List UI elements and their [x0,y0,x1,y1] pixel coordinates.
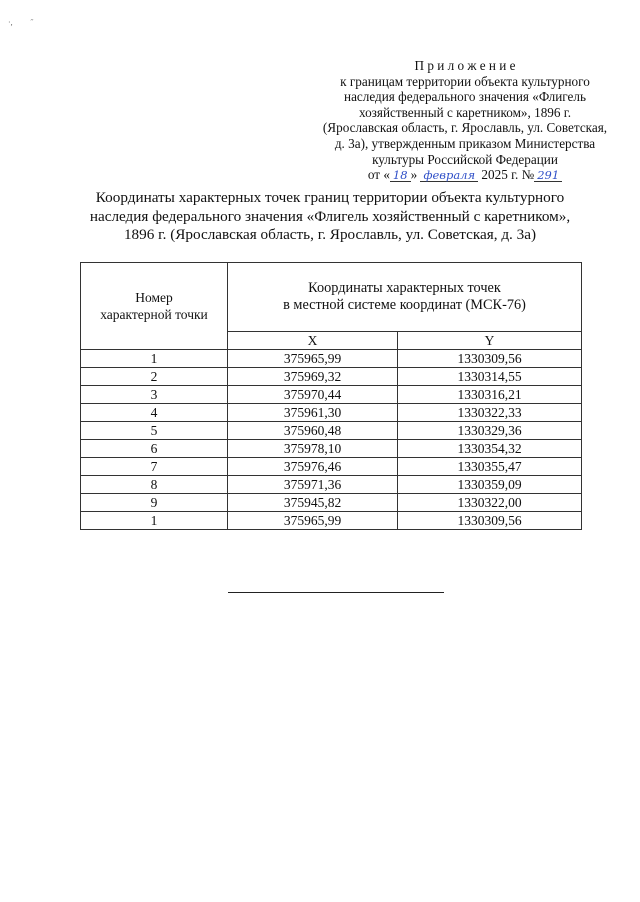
x-value: 375965,99 [228,512,398,530]
order-date-line: от « 18 » февраля 2025 г. № 291 [300,167,630,183]
point-number: 9 [81,494,228,512]
y-value: 1330322,00 [398,494,582,512]
x-value: 375970,44 [228,386,398,404]
table-header-row [81,263,582,332]
table-row [81,404,582,422]
y-value: 1330354,32 [398,440,582,458]
point-number: 1 [81,512,228,530]
header-text: в местной системе координат (МСК-76) [283,297,526,313]
point-number: 6 [81,440,228,458]
y-value: 1330314,55 [398,368,582,386]
y-value: 1330329,36 [398,422,582,440]
x-value: 375965,99 [228,350,398,368]
header-text: Номер [135,290,173,305]
title-line: наследия федерального значения «Флигель хозяйственный с каретником», [89,207,571,225]
point-number: 3 [81,386,228,404]
x-value: 375945,82 [228,494,398,512]
header-coordinates [228,263,582,332]
header-point-number [81,263,228,350]
handwritten-month: февраля [420,169,478,182]
y-value: 1330316,21 [398,386,582,404]
header-text: характерной точки [100,307,208,322]
point-number: 2 [81,368,228,386]
x-value: 375960,48 [228,422,398,440]
handwritten-day: 18 [390,169,411,182]
x-value: 375969,32 [228,368,398,386]
y-value: 1330309,56 [398,512,582,530]
signature-divider [228,592,444,593]
table-row [81,458,582,476]
table-row [81,494,582,512]
point-number: 5 [81,422,228,440]
table-row [81,368,582,386]
table-row [81,422,582,440]
table-row [81,512,582,530]
appendix-line: (Ярославская область, г. Ярославль, ул. Советская, [322,120,608,136]
appendix-line: наследия федерального значения «Флигель [344,89,586,105]
y-value: 1330355,47 [398,458,582,476]
point-number: 1 [81,350,228,368]
document-title [60,189,600,245]
appendix-block [300,58,630,183]
y-value: 1330359,09 [398,476,582,494]
x-value: 375961,30 [228,404,398,422]
header-text: Координаты характерных точек [308,280,501,296]
point-number: 8 [81,476,228,494]
table-row [81,476,582,494]
x-value: 375978,10 [228,440,398,458]
scan-specks: ·, ˝ [8,18,34,27]
table-row [81,350,582,368]
title-line: 1896 г. (Ярославская область, г. Ярославль, ул. Советская, д. 3а) [123,226,537,243]
point-number: 4 [81,404,228,422]
point-number: 7 [81,458,228,476]
handwritten-number: 291 [534,169,562,182]
appendix-line: к границам территории объекта культурного [340,73,590,89]
appendix-line: хозяйственный с каретником», 1896 г. [358,104,571,120]
title-line: Координаты характерных точек границ территории объекта культурного [95,189,565,206]
x-value: 375976,46 [228,458,398,476]
header-y: Y [398,332,582,350]
appendix-line: д. 3а), утвержденным приказом Министерства [334,135,596,151]
table-row [81,386,582,404]
y-value: 1330309,56 [398,350,582,368]
header-x: X [228,332,398,350]
coordinates-table [80,262,582,530]
appendix-heading: П р и л о ж е н и е [414,58,516,73]
appendix-line: культуры Российской Федерации [372,151,558,167]
y-value: 1330322,33 [398,404,582,422]
table-row [81,440,582,458]
x-value: 375971,36 [228,476,398,494]
